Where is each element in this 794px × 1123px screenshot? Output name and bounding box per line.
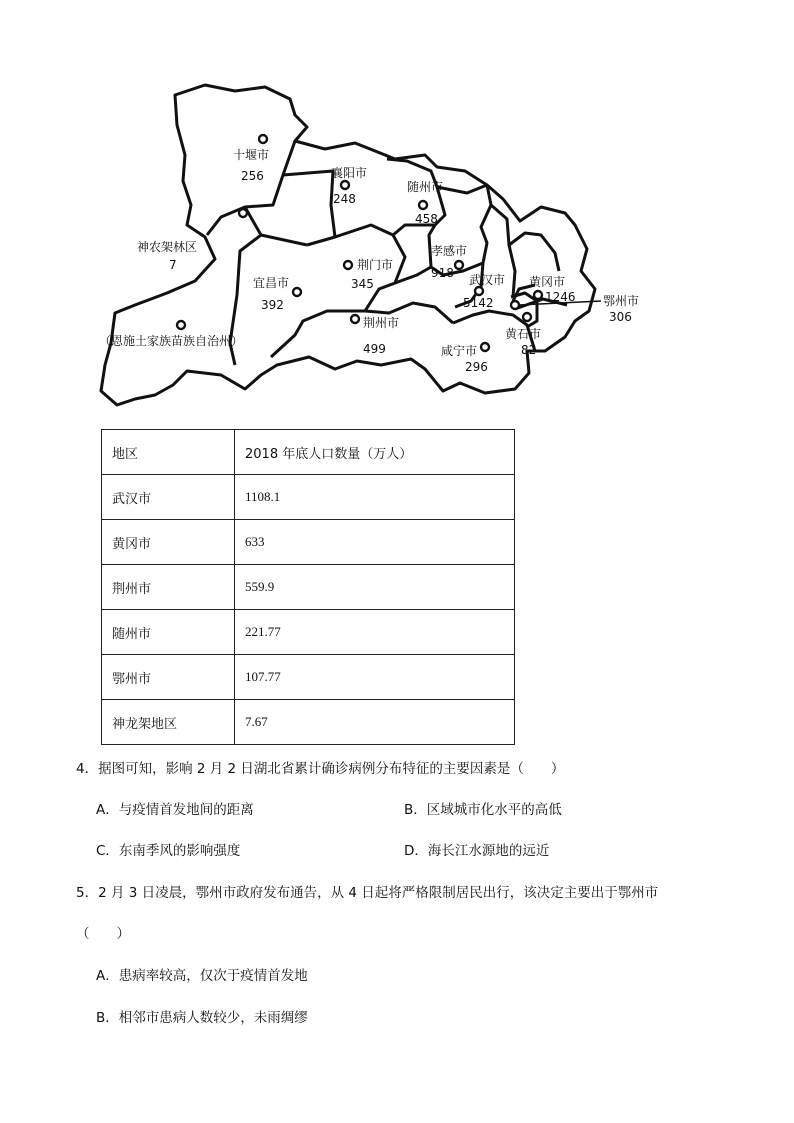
question-4-option-a: A．与疫情首发地间的距离 [96,802,254,818]
question-4-option-b: B．区域城市化水平的高低 [404,802,562,818]
city-value-xianning: 296 [465,360,488,374]
question-5-stem-line1: 5．2 月 3 日凌晨，鄂州市政府发布通告，从 4 日起将严格限制居民出行，该决定主要出于鄂州市 [76,885,659,901]
table-cell-region: 荆州市 [102,565,235,610]
table-row [102,655,515,700]
table-cell-population: 559.9 [235,565,515,610]
city-name-ezhou: 鄂州市 [603,294,640,308]
city-value-jingmen: 345 [351,277,374,291]
marker-ezhou [511,301,519,309]
question-5-option-a: A．患病率较高，仅次于疫情首发地 [96,968,308,984]
city-name-shiyan: 十堰市 [233,148,270,162]
city-value-shennongjia: 7 [169,258,177,272]
table-cell-region: 随州市 [102,610,235,655]
border-huanggang [509,233,559,271]
table-cell-region: 神龙架地区 [102,700,235,745]
city-name-jingzhou: 荆州市 [363,316,400,330]
city-name-huanggang: 黄冈市 [529,275,566,289]
table-row [102,475,515,520]
city-name-wuhan: 武汉市 [469,273,506,287]
table-header-row [102,430,515,475]
city-name-huangshi: 黄石市 [505,327,542,341]
question-4-option-d: D．海长江水源地的远近 [404,843,550,859]
population-table [101,429,515,745]
city-name-shennongjia: 神农架林区 [137,240,198,254]
city-value-jingzhou: 499 [363,342,386,356]
city-value-yichang: 392 [261,298,284,312]
table-cell-region: 黄冈市 [102,520,235,565]
city-value-huangshi: 82 [521,343,537,357]
hubei-map [95,75,655,420]
marker-wuhan [475,287,483,295]
marker-xiaogan [455,261,463,269]
city-value-ezhou: 306 [609,310,632,324]
marker-xianning [481,343,489,351]
question-4-option-c: C．东南季风的影响强度 [96,843,241,859]
table-row [102,700,515,745]
city-name-xiangyang: 襄阳市 [331,166,368,180]
city-value-shiyan: 256 [241,169,264,183]
marker-shennongjia [239,209,247,217]
table-cell-region: 武汉市 [102,475,235,520]
table-cell-population: 107.77 [235,655,515,700]
marker-shiyan [259,135,267,143]
table-cell-population: 633 [235,520,515,565]
table-cell-population: 7.67 [235,700,515,745]
table-row [102,565,515,610]
city-value-huanggang: 1246 [545,290,576,304]
table-header-region: 地区 [102,430,235,475]
table-row [102,520,515,565]
question-4-stem: 4．据图可知，影响 2 月 2 日湖北省累计确诊病例分布特征的主要因素是（ ） [76,761,565,777]
city-name-suizhou: 随州市 [407,180,444,194]
table-cell-population: 1108.1 [235,475,515,520]
city-value-suizhou: 458 [415,212,438,226]
marker-suizhou [419,201,427,209]
marker-enshi [177,321,185,329]
table-cell-region: 鄂州市 [102,655,235,700]
marker-huanggang [534,291,542,299]
map-svg [95,75,655,420]
city-name-enshi: （恩施土家族苗族自治州） [99,334,244,348]
table-cell-population: 221.77 [235,610,515,655]
city-name-xiaogan: 孝感市 [431,244,468,258]
marker-huangshi [523,313,531,321]
question-5-option-b: B．相邻市患病人数较少，未雨绸缪 [96,1010,308,1026]
border-jingmen [271,225,405,357]
marker-yichang [293,288,301,296]
city-name-jingmen: 荆门市 [357,258,394,272]
marker-jingzhou [351,315,359,323]
border-xiangyang [283,171,335,245]
question-5-stem-line2: （ ） [76,926,130,942]
city-name-yichang: 宜昌市 [253,276,290,290]
city-value-wuhan: 5142 [463,296,494,310]
marker-xiangyang [341,181,349,189]
city-value-xiangyang: 248 [333,192,356,206]
city-name-xianning: 咸宁市 [441,344,478,358]
city-value-xiaogan: 918 [431,266,454,280]
table-row [102,610,515,655]
marker-jingmen [344,261,352,269]
table-header-population: 2018 年底人口数量（万人） [235,430,515,475]
